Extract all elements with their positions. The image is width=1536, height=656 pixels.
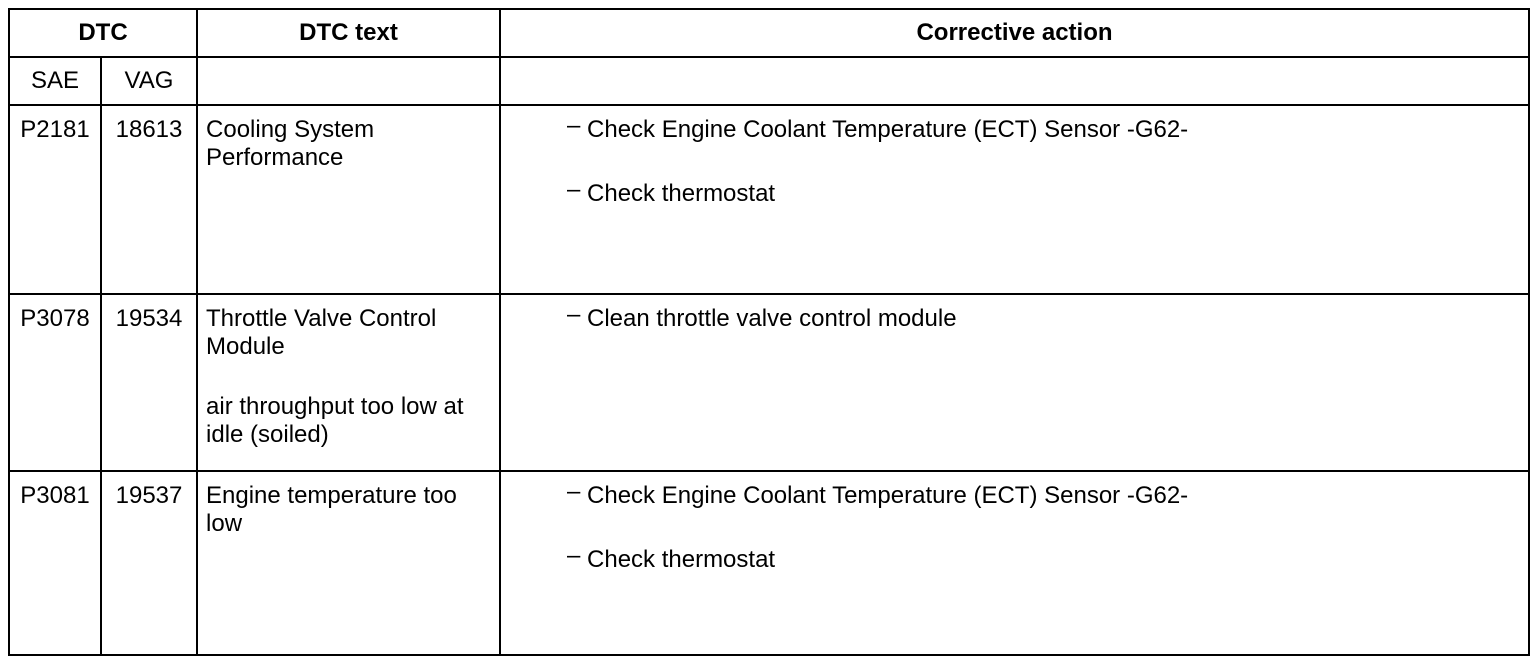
action-text: Check Engine Coolant Temperature (ECT) Sensor -G62-: [587, 482, 1189, 509]
dtc-table: [8, 8, 1530, 656]
header-dtc: DTC: [9, 9, 197, 57]
header-corrective-action: Corrective action: [500, 9, 1529, 57]
dtc-text-cell: [197, 105, 500, 294]
corrective-action-cell: [500, 471, 1529, 655]
vag-code: 19537: [101, 471, 197, 655]
sae-code: P3078: [9, 294, 101, 471]
table-row: [9, 471, 1529, 655]
action-text: Check thermostat: [587, 180, 776, 207]
action-item: [567, 478, 1528, 510]
header-row: [9, 9, 1529, 57]
subheader-row: [9, 57, 1529, 105]
header-dtc-text: DTC text: [197, 9, 500, 57]
action-text: Check thermostat: [587, 546, 776, 573]
header-sae: SAE: [9, 57, 101, 105]
dtc-text-detail: air throughput too low at idle (soiled): [206, 393, 464, 448]
header-empty-action: [500, 57, 1529, 105]
action-text: Clean throttle valve control module: [587, 305, 957, 332]
sae-code: P2181: [9, 105, 101, 294]
table-row: [9, 105, 1529, 294]
action-item: [567, 301, 1528, 333]
dtc-text: Engine temperature too low: [206, 482, 457, 537]
dtc-text: Throttle Valve Control Module: [206, 305, 437, 360]
vag-code: 18613: [101, 105, 197, 294]
sae-code: P3081: [9, 471, 101, 655]
dtc-text: Cooling System Performance: [206, 116, 375, 171]
header-empty-text: [197, 57, 500, 105]
vag-code: 19534: [101, 294, 197, 471]
dash-bullet-icon: –: [567, 176, 581, 203]
dash-bullet-icon: –: [567, 112, 581, 139]
dash-bullet-icon: –: [567, 542, 581, 569]
action-item: [567, 542, 1528, 574]
action-text: Check Engine Coolant Temperature (ECT) Sensor -G62-: [587, 116, 1189, 143]
table-row: [9, 294, 1529, 471]
dtc-text-cell: [197, 471, 500, 655]
dtc-text-cell: [197, 294, 500, 471]
header-vag: VAG: [101, 57, 197, 105]
dash-bullet-icon: –: [567, 478, 581, 505]
action-item: [567, 176, 1528, 208]
dash-bullet-icon: –: [567, 301, 581, 328]
corrective-action-cell: [500, 105, 1529, 294]
action-item: [567, 112, 1528, 144]
corrective-action-cell: [500, 294, 1529, 471]
